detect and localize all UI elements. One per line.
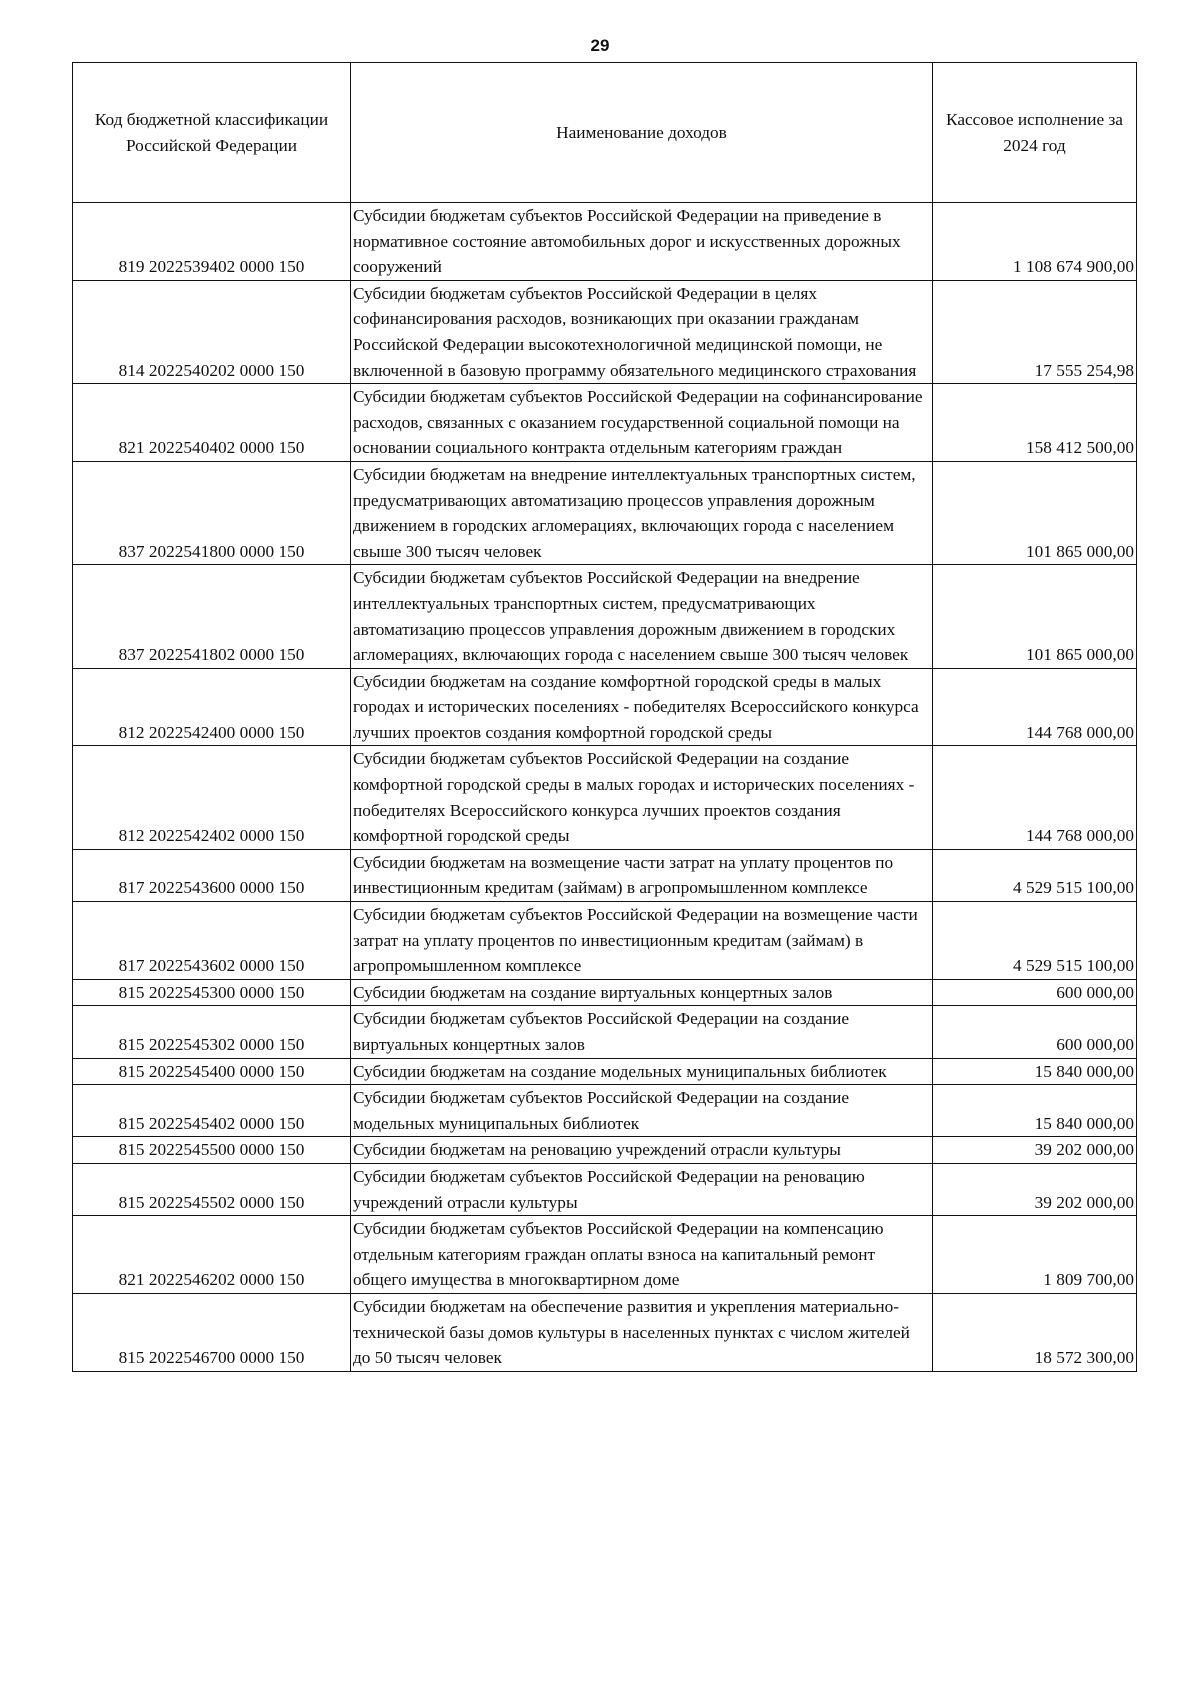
table-row xyxy=(73,384,1137,462)
amount-cell: 4 529 515 100,00 xyxy=(933,902,1137,980)
revenue-name-cell: Субсидии бюджетам на реновацию учреждений отрасли культуры xyxy=(351,1137,933,1164)
budget-code-cell: 815 2022546700 0000 150 xyxy=(73,1293,351,1371)
amount-cell: 15 840 000,00 xyxy=(933,1058,1137,1085)
budget-code-cell: 815 2022545502 0000 150 xyxy=(73,1163,351,1215)
budget-code-cell: 837 2022541802 0000 150 xyxy=(73,565,351,668)
header-code: Код бюджетной классификации Российской Федерации xyxy=(73,63,351,203)
budget-code-cell: 821 2022540402 0000 150 xyxy=(73,384,351,462)
table-row xyxy=(73,280,1137,383)
amount-cell: 4 529 515 100,00 xyxy=(933,849,1137,901)
budget-code-cell: 821 2022546202 0000 150 xyxy=(73,1216,351,1294)
header-amount: Кассовое исполнение за 2024 год xyxy=(933,63,1137,203)
table-header-row xyxy=(73,63,1137,203)
revenue-name-cell: Субсидии бюджетам субъектов Российской Федерации на внедрение интеллектуальных транспортных систем, предусматривающих автоматизацию процессов управления дорожным движением в городских агломерациях, включающих города с населением свыше 300 тысяч человек xyxy=(351,565,933,668)
table-row xyxy=(73,461,1137,564)
revenue-name-cell: Субсидии бюджетам субъектов Российской Федерации на софинансирование расходов, связанных с оказанием государственной социальной помощи на основании социального контракта отдельным категориям граждан xyxy=(351,384,933,462)
table-row xyxy=(73,1163,1137,1215)
revenue-name-cell: Субсидии бюджетам субъектов Российской Федерации на создание виртуальных концертных залов xyxy=(351,1006,933,1058)
revenue-name-cell: Субсидии бюджетам субъектов Российской Федерации на создание комфортной городской среды в малых городах и исторических поселениях - победителях Всероссийского конкурса лучших проектов создания комфортной городской среды xyxy=(351,746,933,849)
amount-cell: 600 000,00 xyxy=(933,1006,1137,1058)
table-row xyxy=(73,203,1137,281)
table-body xyxy=(73,203,1137,1372)
amount-cell: 17 555 254,98 xyxy=(933,280,1137,383)
amount-cell: 144 768 000,00 xyxy=(933,668,1137,746)
table-row xyxy=(73,1137,1137,1164)
table-row xyxy=(73,1216,1137,1294)
budget-code-cell: 815 2022545402 0000 150 xyxy=(73,1085,351,1137)
revenue-name-cell: Субсидии бюджетам субъектов Российской Федерации в целях софинансирования расходов, возникающих при оказании гражданам Российской Федерации высокотехнологичной медицинской помощи, не включенной в базовую программу обязательного медицинского страхования xyxy=(351,280,933,383)
revenue-name-cell: Субсидии бюджетам на обеспечение развития и укрепления материально-технической базы домов культуры в населенных пунктах с числом жителей до 50 тысяч человек xyxy=(351,1293,933,1371)
budget-code-cell: 817 2022543602 0000 150 xyxy=(73,902,351,980)
revenue-name-cell: Субсидии бюджетам субъектов Российской Федерации на создание модельных муниципальных библиотек xyxy=(351,1085,933,1137)
amount-cell: 600 000,00 xyxy=(933,979,1137,1006)
table-row xyxy=(73,565,1137,668)
budget-code-cell: 812 2022542402 0000 150 xyxy=(73,746,351,849)
revenue-name-cell: Субсидии бюджетам на создание виртуальных концертных залов xyxy=(351,979,933,1006)
budget-code-cell: 815 2022545300 0000 150 xyxy=(73,979,351,1006)
budget-code-cell: 837 2022541800 0000 150 xyxy=(73,461,351,564)
header-name: Наименование доходов xyxy=(351,63,933,203)
amount-cell: 39 202 000,00 xyxy=(933,1137,1137,1164)
budget-code-cell: 815 2022545500 0000 150 xyxy=(73,1137,351,1164)
revenue-name-cell: Субсидии бюджетам субъектов Российской Федерации на компенсацию отдельным категориям граждан оплаты взноса на капитальный ремонт общего имущества в многоквартирном доме xyxy=(351,1216,933,1294)
table-row xyxy=(73,668,1137,746)
amount-cell: 1 809 700,00 xyxy=(933,1216,1137,1294)
revenue-name-cell: Субсидии бюджетам на внедрение интеллектуальных транспортных систем, предусматривающих автоматизацию процессов управления дорожным движением в городских агломерациях, включающих города с населением свыше 300 тысяч человек xyxy=(351,461,933,564)
table-row xyxy=(73,1293,1137,1371)
revenue-name-cell: Субсидии бюджетам субъектов Российской Федерации на реновацию учреждений отрасли культуры xyxy=(351,1163,933,1215)
revenue-name-cell: Субсидии бюджетам субъектов Российской Федерации на возмещение части затрат на уплату процентов по инвестиционным кредитам (займам) в агропромышленном комплексе xyxy=(351,902,933,980)
table-row xyxy=(73,1085,1137,1137)
amount-cell: 15 840 000,00 xyxy=(933,1085,1137,1137)
budget-code-cell: 812 2022542400 0000 150 xyxy=(73,668,351,746)
amount-cell: 158 412 500,00 xyxy=(933,384,1137,462)
revenue-table xyxy=(72,62,1137,1372)
table-row xyxy=(73,979,1137,1006)
revenue-name-cell: Субсидии бюджетам на создание модельных муниципальных библиотек xyxy=(351,1058,933,1085)
amount-cell: 18 572 300,00 xyxy=(933,1293,1137,1371)
page-number: 29 xyxy=(590,36,610,55)
revenue-name-cell: Субсидии бюджетам на возмещение части затрат на уплату процентов по инвестиционным кредитам (займам) в агропромышленном комплексе xyxy=(351,849,933,901)
budget-code-cell: 815 2022545302 0000 150 xyxy=(73,1006,351,1058)
budget-code-cell: 814 2022540202 0000 150 xyxy=(73,280,351,383)
budget-code-cell: 815 2022545400 0000 150 xyxy=(73,1058,351,1085)
revenue-name-cell: Субсидии бюджетам субъектов Российской Федерации на приведение в нормативное состояние автомобильных дорог и искусственных дорожных сооружений xyxy=(351,203,933,281)
budget-code-cell: 819 2022539402 0000 150 xyxy=(73,203,351,281)
amount-cell: 101 865 000,00 xyxy=(933,565,1137,668)
table-row xyxy=(73,1058,1137,1085)
amount-cell: 144 768 000,00 xyxy=(933,746,1137,849)
table-row xyxy=(73,849,1137,901)
table-row xyxy=(73,746,1137,849)
table-row xyxy=(73,1006,1137,1058)
revenue-name-cell: Субсидии бюджетам на создание комфортной городской среды в малых городах и исторических поселениях - победителях Всероссийского конкурса лучших проектов создания комфортной городской среды xyxy=(351,668,933,746)
amount-cell: 101 865 000,00 xyxy=(933,461,1137,564)
budget-code-cell: 817 2022543600 0000 150 xyxy=(73,849,351,901)
amount-cell: 39 202 000,00 xyxy=(933,1163,1137,1215)
amount-cell: 1 108 674 900,00 xyxy=(933,203,1137,281)
table-row xyxy=(73,902,1137,980)
